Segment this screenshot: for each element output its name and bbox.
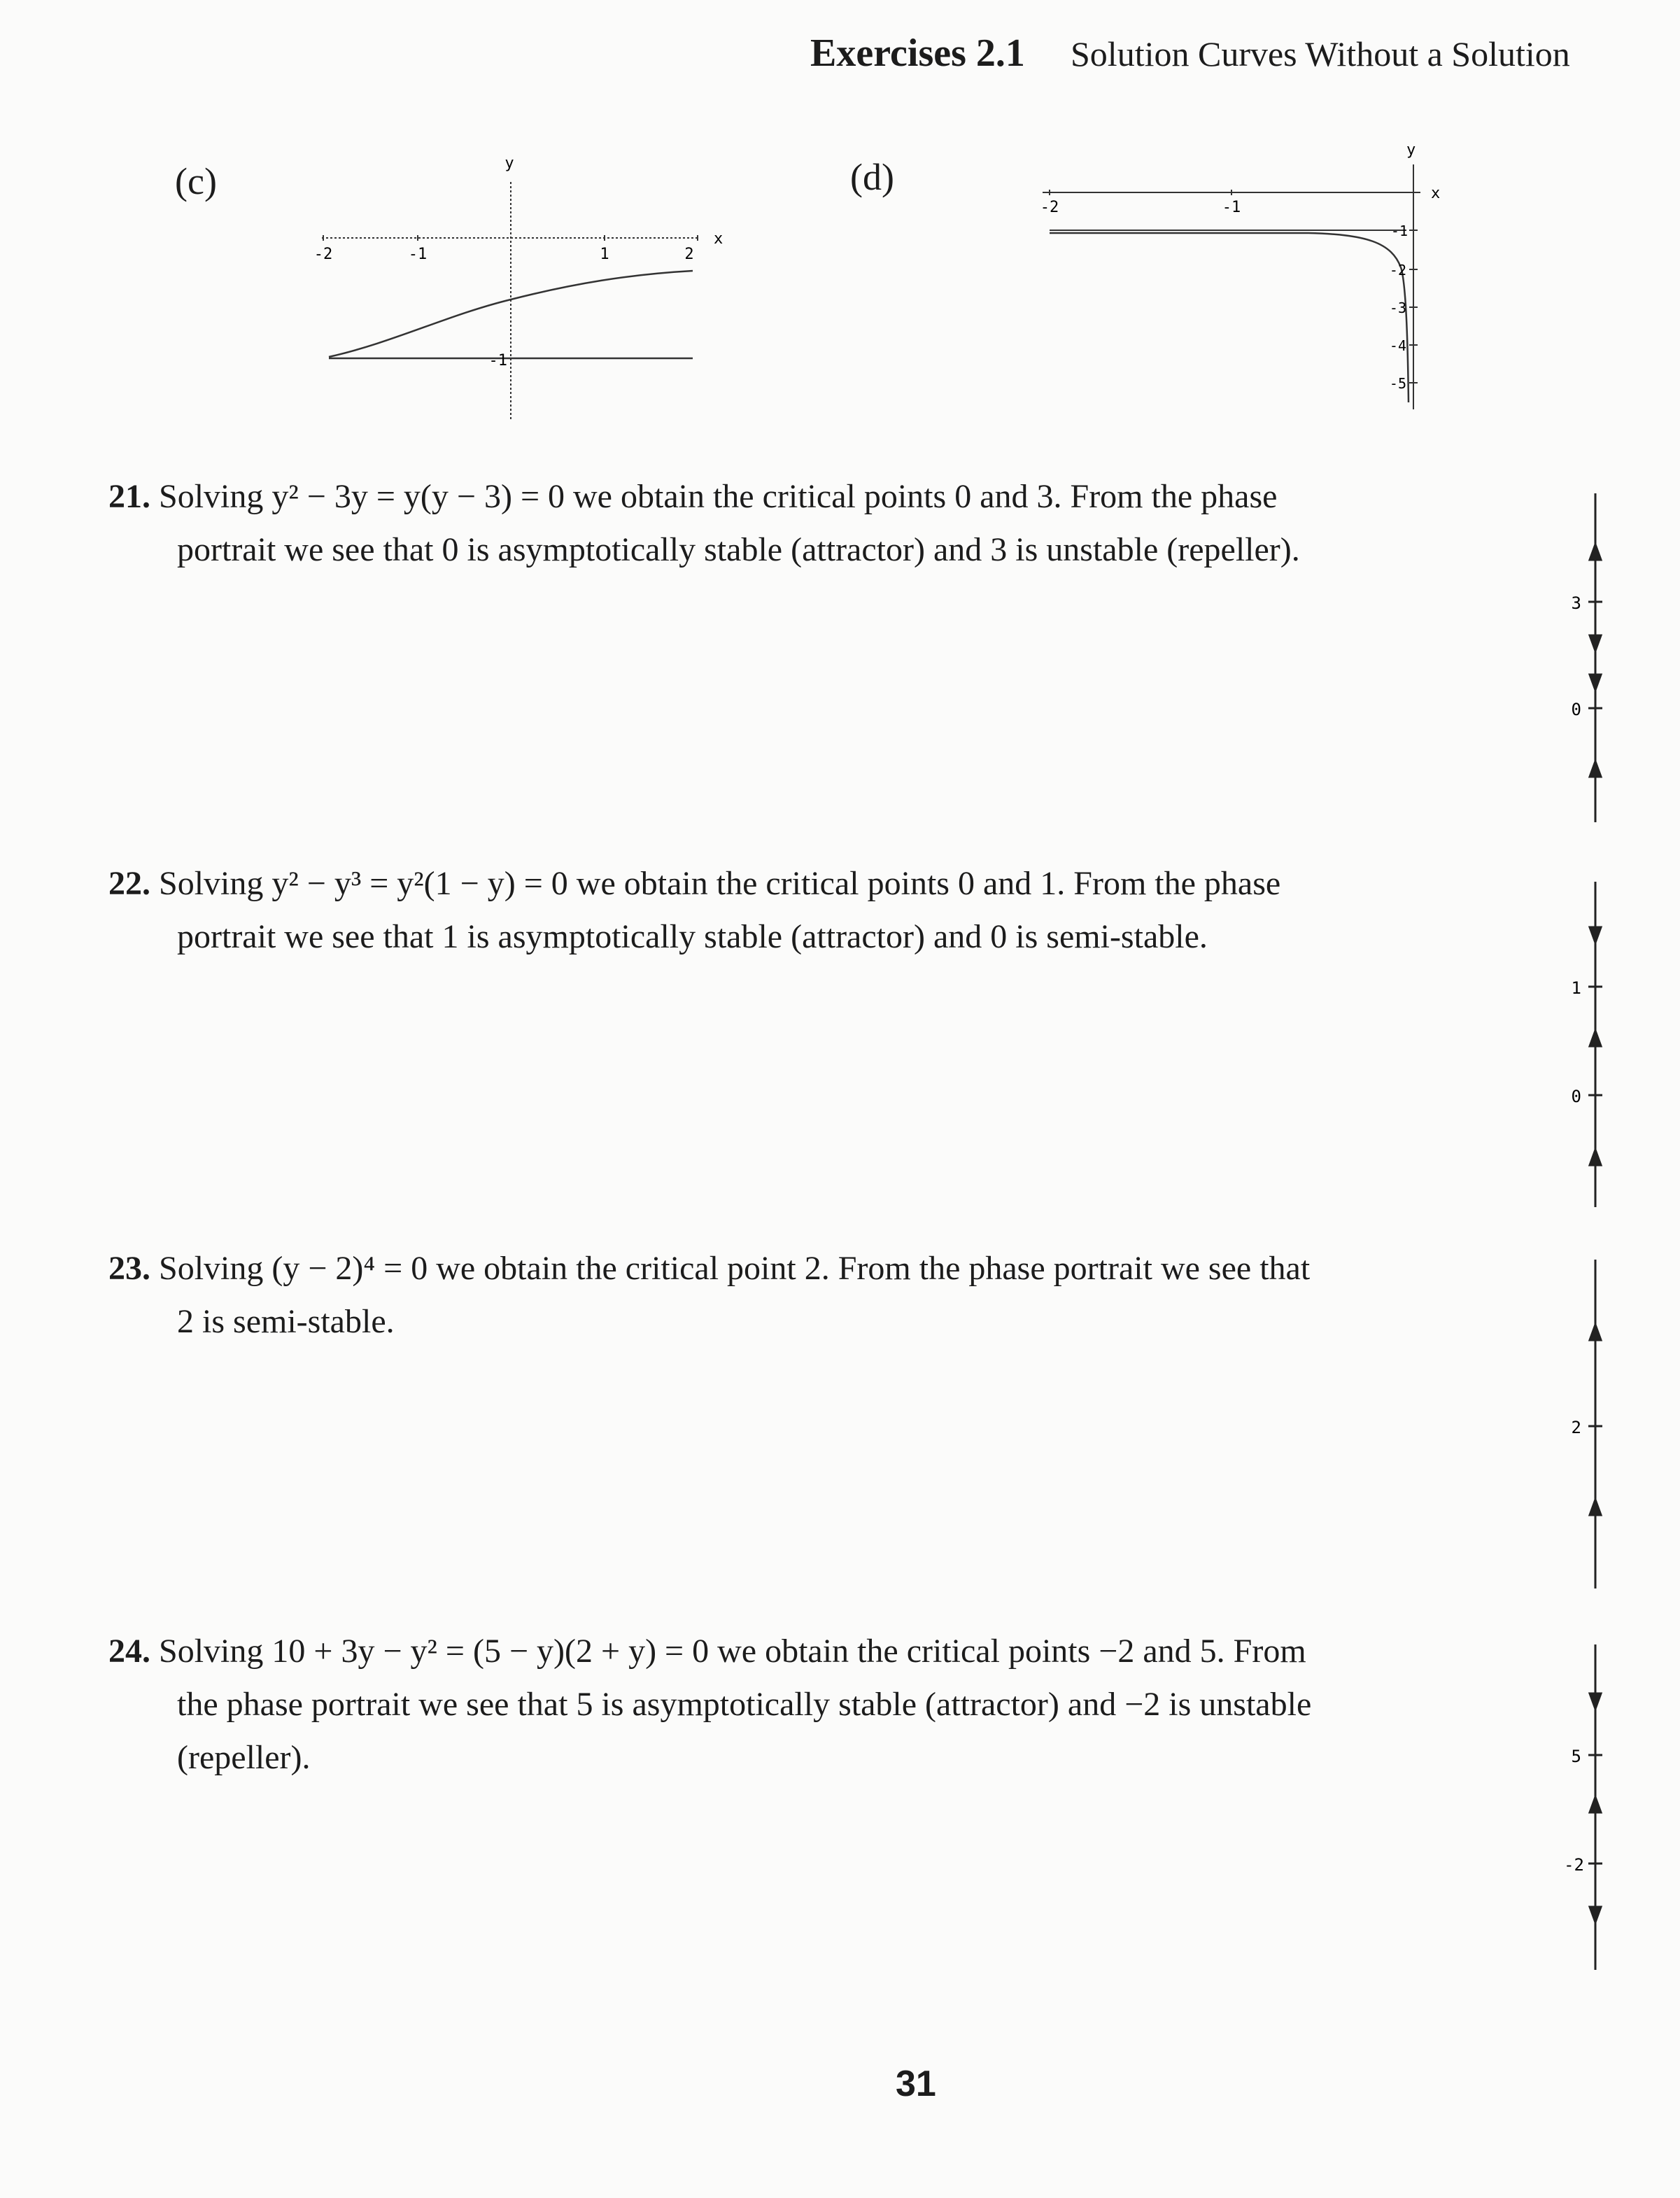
arrow-up xyxy=(1590,1150,1601,1165)
phase-label: 0 xyxy=(1571,1087,1581,1106)
phase-label: 0 xyxy=(1571,700,1581,719)
problem-number: 23. xyxy=(108,1250,150,1287)
problem-text-line: Solving (y − 2)⁴ = 0 we obtain the critical point 2. From the phase portrait we see that xyxy=(159,1250,1311,1287)
arrow-up xyxy=(1590,761,1601,777)
problem-number: 24. xyxy=(108,1633,150,1670)
section-heading: Exercises 2.1 xyxy=(810,31,1025,75)
graph-d-y-tick: -2 xyxy=(1389,262,1406,279)
graph-d-solution-curve xyxy=(1050,233,1409,402)
problem-text-line: the phase portrait we see that 5 is asymptotically stable (attractor) and −2 is unstable xyxy=(177,1686,1312,1723)
problem-24 xyxy=(108,1625,1438,1784)
graph-c-x-label: x xyxy=(714,230,723,248)
arrow-down xyxy=(1590,675,1601,690)
graph-c-y-tick: -1 xyxy=(488,352,507,369)
page-number: 31 xyxy=(896,2064,936,2104)
problem-22 xyxy=(108,857,1438,964)
graph-d-x-tick: -2 xyxy=(1040,199,1059,216)
arrow-down xyxy=(1590,635,1601,651)
arrow-down xyxy=(1590,1907,1601,1922)
phase-portrait-23 xyxy=(1553,1256,1637,1592)
phase-portrait-24 xyxy=(1553,1641,1637,1977)
problem-text-line: Solving 10 + 3y − y² = (5 − y)(2 + y) = 0 we obtain the critical points −2 and 5. From xyxy=(159,1633,1306,1670)
problem-text-line: Solving y² − y³ = y²(1 − y) = 0 we obtain the critical points 0 and 1. From the phase xyxy=(159,865,1281,902)
problem-text-line: portrait we see that 1 is asymptotically stable (attractor) and 0 is semi-stable. xyxy=(177,918,1208,955)
graph-c-y-label: y xyxy=(504,155,514,172)
arrow-down xyxy=(1590,1693,1601,1709)
arrow-up xyxy=(1590,1797,1601,1812)
arrow-up xyxy=(1590,1031,1601,1046)
phase-label: 2 xyxy=(1571,1418,1581,1437)
problem-text-line: portrait we see that 0 is asymptotically stable (attractor) and 3 is unstable (repeller). xyxy=(177,531,1300,568)
graph-d-x-label: x xyxy=(1431,185,1441,202)
graph-d-y-tick: -3 xyxy=(1389,300,1406,316)
section-title: Solution Curves Without a Solution xyxy=(1071,34,1570,73)
phase-label: 5 xyxy=(1571,1747,1581,1766)
graph-c-x-tick: -2 xyxy=(313,246,333,263)
arrow-up xyxy=(1590,1500,1601,1515)
phase-label: 1 xyxy=(1571,978,1581,998)
problem-21 xyxy=(108,470,1438,577)
graph-d-x-tick: -1 xyxy=(1222,199,1241,216)
arrow-up xyxy=(1590,1325,1601,1340)
arrow-up xyxy=(1590,544,1601,560)
graph-d-label: (d) xyxy=(850,156,894,198)
graph-d-y-tick: -4 xyxy=(1389,337,1406,354)
phase-label: -2 xyxy=(1564,1855,1584,1875)
graph-c-x-tick: 1 xyxy=(600,246,609,263)
graph-d-y-tick: -1 xyxy=(1390,223,1408,239)
problem-text-line: 2 is semi-stable. xyxy=(177,1303,395,1340)
graph-d-y-tick: -5 xyxy=(1389,375,1406,392)
problem-number: 22. xyxy=(108,865,150,902)
graph-d xyxy=(1029,136,1462,416)
problem-23 xyxy=(108,1242,1438,1348)
phase-label: 3 xyxy=(1571,593,1581,613)
phase-portrait-22 xyxy=(1553,878,1637,1214)
graph-c-x-tick: 2 xyxy=(684,246,694,263)
graph-c xyxy=(308,140,742,434)
arrow-down xyxy=(1590,927,1601,943)
problem-text-line: Solving y² − 3y = y(y − 3) = 0 we obtain the critical points 0 and 3. From the phase xyxy=(159,478,1278,515)
graph-c-label: (c) xyxy=(175,160,217,202)
graph-c-x-tick: -1 xyxy=(408,246,428,263)
problem-number: 21. xyxy=(108,478,150,515)
graph-d-y-label: y xyxy=(1406,141,1416,159)
phase-portrait-21 xyxy=(1553,490,1637,826)
problem-text-line: (repeller). xyxy=(177,1739,311,1776)
